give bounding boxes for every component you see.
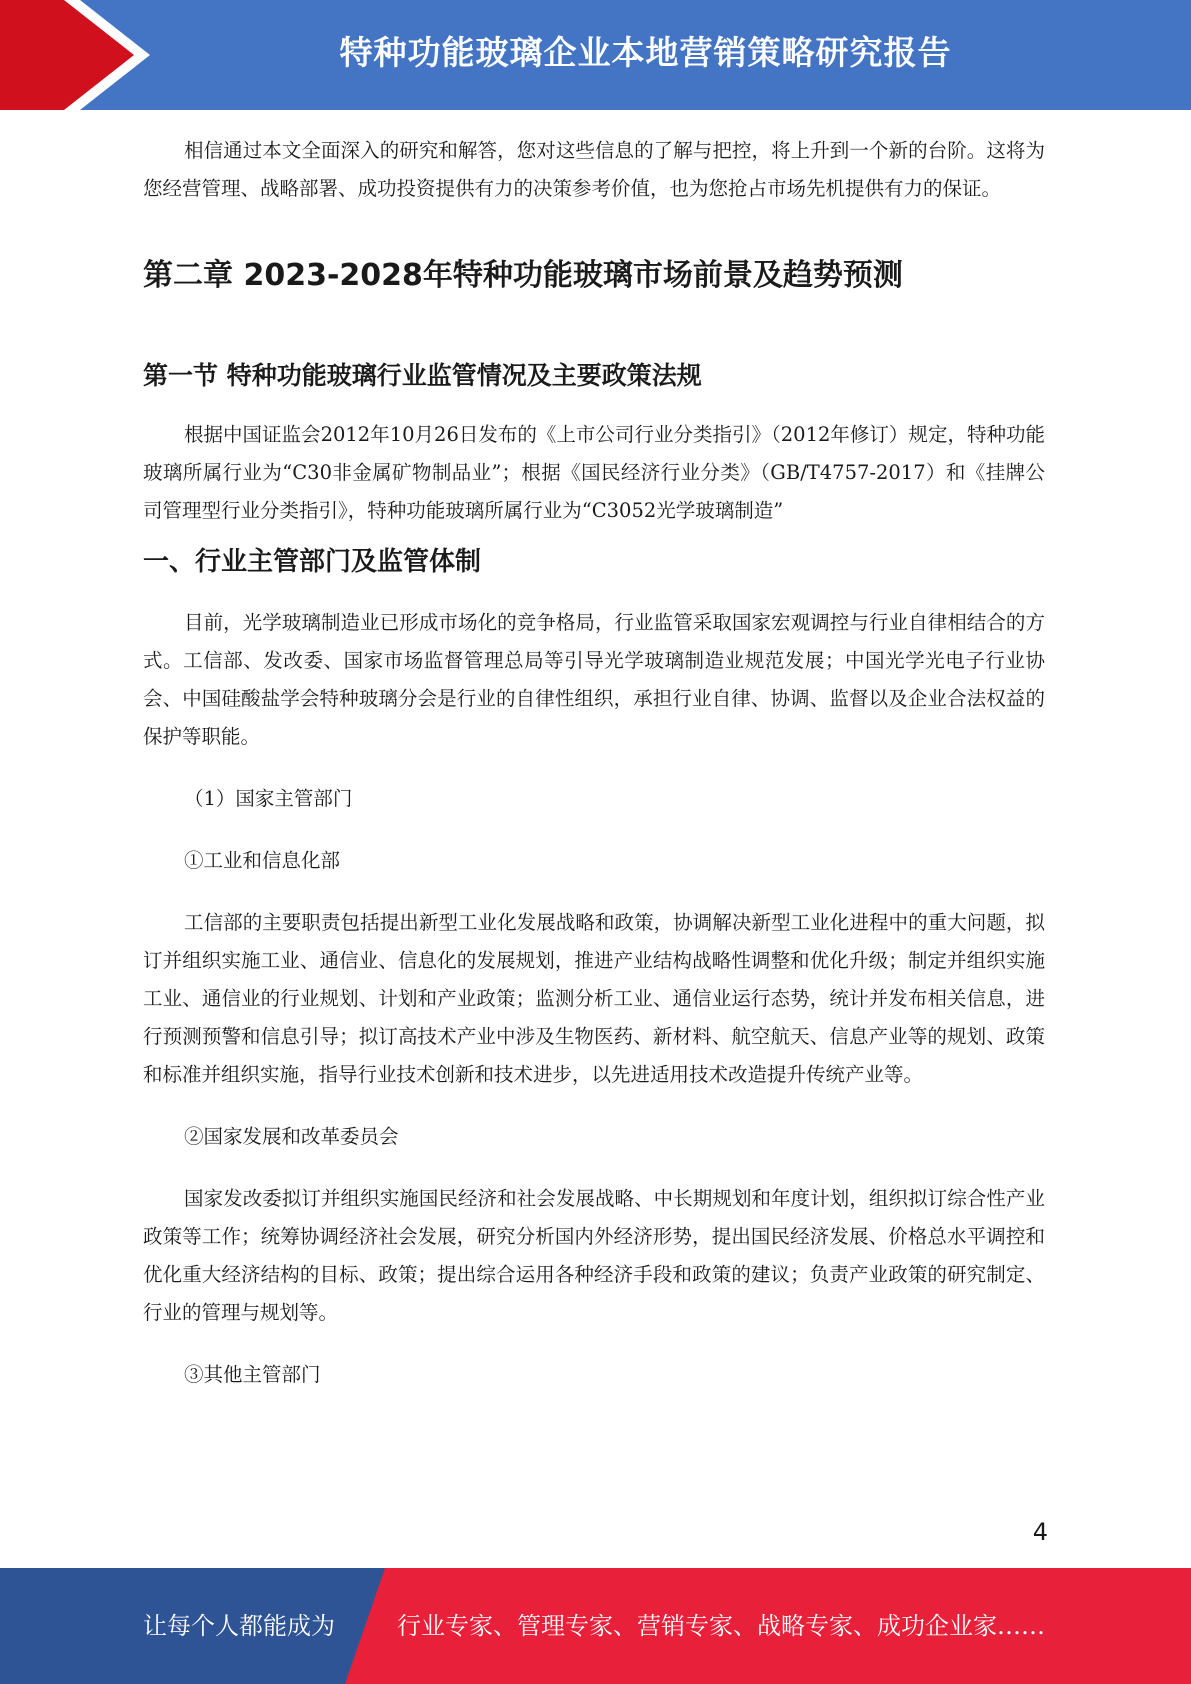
footer-slogan-left: 让每个人都能成为 — [143, 1612, 335, 1640]
item-other-authority: ③其他主管部门 — [184, 1363, 321, 1386]
heading-regulators: 一、行业主管部门及监管体制 — [143, 547, 482, 577]
page-number: 4 — [1032, 1518, 1048, 1546]
report-title: 特种功能玻璃企业本地营销策略研究报告 — [339, 33, 952, 72]
section-title: 第一节 特种功能玻璃行业监管情况及主要政策法规 — [143, 361, 702, 390]
item-national-authority: （1）国家主管部门 — [184, 787, 353, 810]
item-ndrc: ②国家发展和改革委员会 — [184, 1125, 399, 1148]
intro-paragraph: 相信通过本文全面深入的研究和解答，您对这些信息的了解与把控，将上升到一个新的台阶。这将为您经营管理、战略部署、成功投资提供有力的决策参考价值，也为您抢占市场先机提供有力的保证。 — [143, 139, 1045, 200]
chapter-title: 第二章 2023-2028年特种功能玻璃市场前景及趋势预测 — [143, 258, 903, 293]
regulation-paragraph: 目前，光学玻璃制造业已形成市场化的竞争格局，行业监管采取国家宏观调控与行业自律相结合的方式。工信部、发改委、国家市场监督管理总局等引导光学玻璃制造业规范发展；中国光学光电子行业协会、中国硅酸盐学会特种玻璃分会是行业的自律性组织，承担行业自律、协调、监督以及企业合法权益的保护等职能。 — [143, 611, 1045, 748]
document-body — [143, 132, 1045, 1394]
section-paragraph: 根据中国证监会2012年10月26日发布的《上市公司行业分类指引》（2012年修订）规定，特种功能玻璃所属行业为“C30非金属矿物制品业”；根据《国民经济行业分类》（GB/T4757-2017）和《挂牌公司管理型行业分类指引》，特种功能玻璃所属行业为“C3052光学玻璃制造” — [143, 423, 1045, 522]
footer-slogan-right: 行业专家、管理专家、营销专家、战略专家、成功企业家…… — [397, 1612, 1045, 1640]
miit-paragraph: 工信部的主要职责包括提出新型工业化发展战略和政策，协调解决新型工业化进程中的重大问题，拟订并组织实施工业、通信业、信息化的发展规划，推进产业结构战略性调整和优化升级；制定并组织实施工业、通信业的行业规划、计划和产业政策；监测分析工业、通信业运行态势，统计并发布相关信息，进行预测预警和信息引导；拟订高技术产业中涉及生物医药、新材料、航空航天、信息产业等的规划、政策和标准并组织实施，指导行业技术创新和技术进步，以先进适用技术改造提升传统产业等。 — [143, 911, 1045, 1086]
ndrc-paragraph: 国家发改委拟订并组织实施国民经济和社会发展战略、中长期规划和年度计划，组织拟订综合性产业政策等工作；统筹协调经济社会发展，研究分析国内外经济形势，提出国民经济发展、价格总水平调控和优化重大经济结构的目标、政策；提出综合运用各种经济手段和政策的建议；负责产业政策的研究制定、行业的管理与规划等。 — [143, 1187, 1045, 1324]
page-header — [0, 0, 1191, 110]
item-miit: ①工业和信息化部 — [184, 849, 341, 872]
red-chevron-icon — [0, 0, 150, 110]
page-footer — [0, 1568, 1191, 1684]
